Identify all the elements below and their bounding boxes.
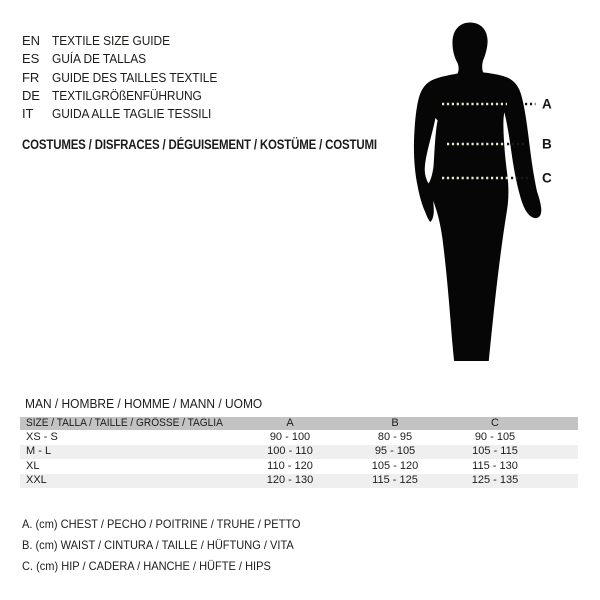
size-table bbox=[20, 417, 578, 488]
spacer-cell bbox=[545, 430, 578, 445]
header-c: C bbox=[491, 417, 499, 429]
lang-row-es bbox=[22, 50, 232, 68]
lang-code: IT bbox=[22, 106, 34, 122]
value-cell-b: 105 - 120 bbox=[371, 459, 419, 472]
language-guide-list bbox=[22, 32, 232, 123]
lang-label: GUÍA DE TALLAS bbox=[52, 51, 146, 67]
value-cell-a: 100 - 110 bbox=[267, 445, 313, 458]
spacer-cell bbox=[545, 474, 578, 489]
measure-label-a: A bbox=[542, 96, 552, 112]
value-cell-b: 80 - 95 bbox=[377, 430, 413, 443]
value-cell-a: 110 - 120 bbox=[267, 459, 313, 472]
size-cell: XL bbox=[26, 459, 40, 472]
size-cell: XS - S bbox=[26, 430, 58, 443]
header-spacer bbox=[545, 417, 578, 430]
legend-line-hip bbox=[22, 556, 325, 577]
lang-code: ES bbox=[22, 51, 40, 67]
table-row-m-l bbox=[20, 445, 578, 460]
size-table-title-text: MAN / HOMBRE / HOMME / MANN / UOMO bbox=[25, 396, 263, 411]
legend-line-hip-text: C. (cm) HIP / CADERA / HANCHE / HÜFTE / HIPS bbox=[22, 559, 271, 573]
value-cell-b: 115 - 125 bbox=[372, 474, 418, 487]
lang-row-en bbox=[22, 32, 232, 50]
value-cell-c: 90 - 105 bbox=[474, 430, 516, 443]
legend-line-waist-text: B. (cm) WAIST / CINTURA / TAILLE / HÜFTUNG / VITA bbox=[22, 538, 294, 552]
size-table-header-row bbox=[20, 417, 578, 430]
value-cell-c: 105 - 115 bbox=[472, 445, 518, 458]
spacer-cell bbox=[545, 459, 578, 474]
size-table-title bbox=[25, 396, 283, 411]
value-cell-a: 90 - 100 bbox=[269, 430, 311, 443]
lang-label: TEXTILE SIZE GUIDE bbox=[52, 33, 170, 48]
measure-label-c: C bbox=[542, 170, 552, 186]
man-silhouette-figure bbox=[395, 15, 600, 375]
value-cell-c: 125 - 135 bbox=[471, 474, 519, 487]
table-row-xxl bbox=[20, 474, 578, 489]
value-cell-c: 115 - 130 bbox=[472, 459, 518, 472]
lang-row-de bbox=[22, 87, 232, 105]
legend-line-waist bbox=[22, 535, 325, 556]
lang-code: EN bbox=[22, 33, 40, 48]
table-row-xl bbox=[20, 459, 578, 474]
header-a: A bbox=[286, 417, 294, 429]
legend-line-chest bbox=[22, 514, 325, 535]
header-size-text: SIZE / TALLA / TAILLE / GRÖSSE / TAGLIA bbox=[26, 417, 223, 429]
lang-label: TEXTILGRÖßENFÜHRUNG bbox=[52, 87, 202, 103]
table-row-xs-s bbox=[20, 430, 578, 445]
man-silhouette bbox=[414, 23, 541, 362]
lang-row-fr bbox=[22, 69, 232, 87]
header-b: B bbox=[391, 417, 399, 429]
lang-row-it bbox=[22, 105, 232, 123]
measure-label-b: B bbox=[542, 136, 552, 152]
size-cell: M - L bbox=[26, 445, 52, 458]
measurement-legend bbox=[22, 514, 325, 577]
value-cell-b: 95 - 105 bbox=[374, 445, 416, 458]
lang-label: GUIDA ALLE TAGLIE TESSILI bbox=[52, 106, 212, 122]
value-cell-a: 120 - 130 bbox=[266, 474, 314, 487]
header-size bbox=[20, 417, 235, 430]
lang-label: GUIDE DES TAILLES TEXTILE bbox=[52, 69, 218, 85]
spacer-cell bbox=[545, 445, 578, 460]
lang-code: DE bbox=[22, 87, 40, 103]
legend-line-chest-text: A. (cm) CHEST / PECHO / POITRINE / TRUHE / PETTO bbox=[22, 517, 301, 531]
size-cell: XXL bbox=[26, 474, 47, 487]
lang-code: FR bbox=[22, 69, 40, 85]
category-heading: COSTUMES / DISFRACES / DÉGUISEMENT / KOSTÜME / COSTUMI bbox=[22, 137, 377, 152]
